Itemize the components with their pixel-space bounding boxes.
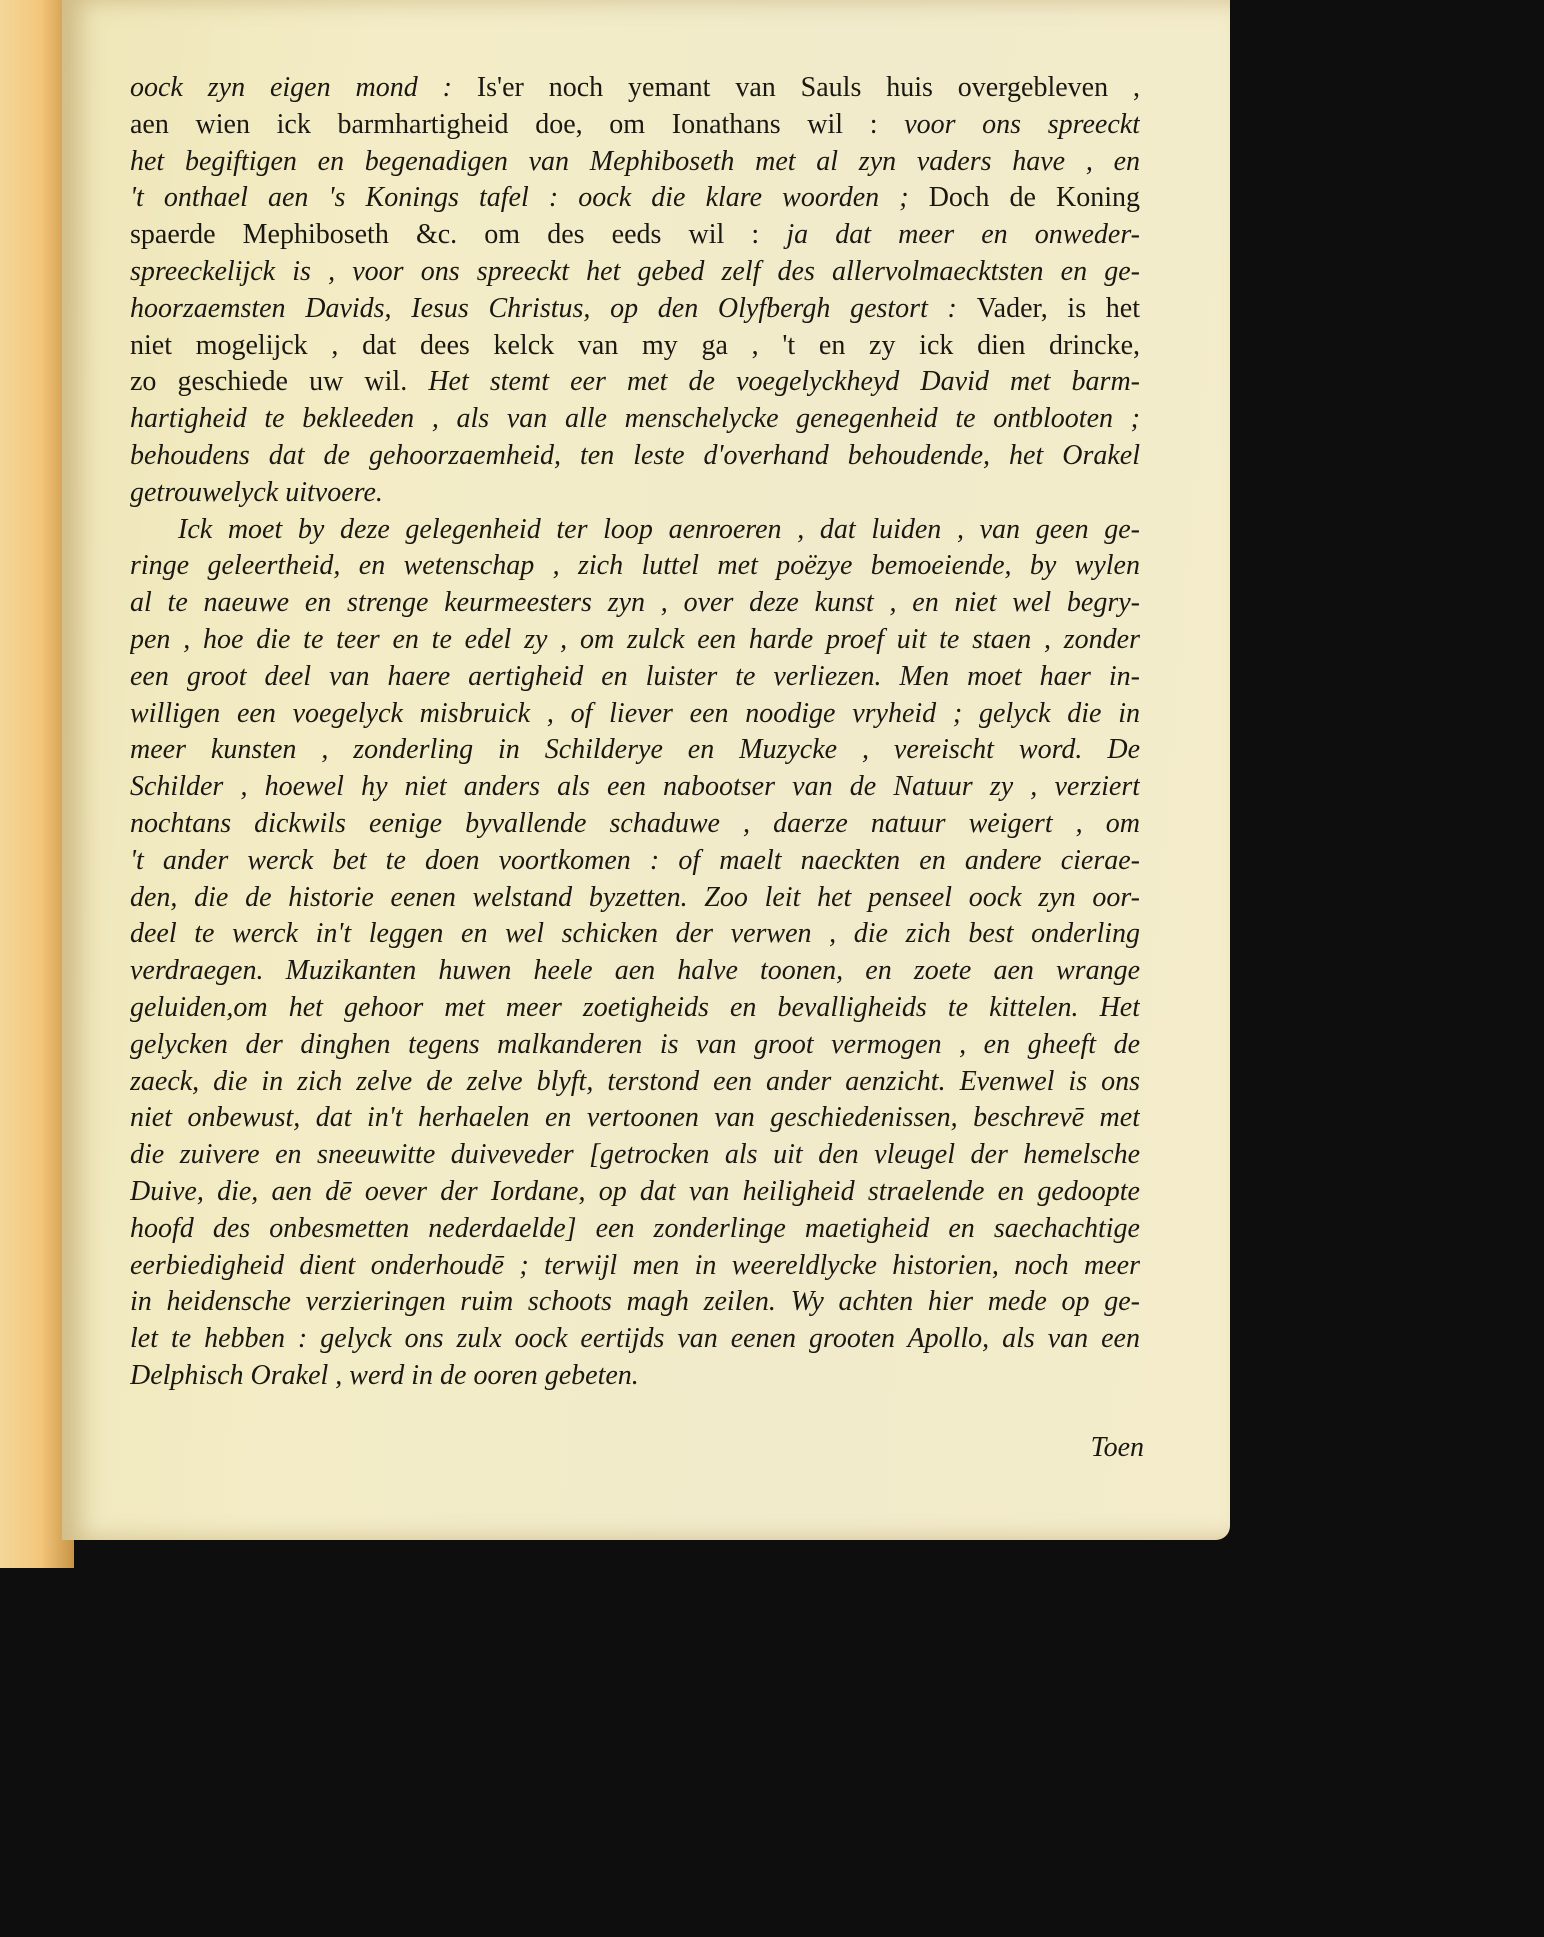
text-line [130, 1064, 1140, 1101]
italic-text: verdraegen. Muzikanten huwen heele aen halve toonen, en zoete aen wrange [130, 955, 1140, 987]
text-line [130, 475, 1140, 512]
italic-text: oock zyn eigen mond : [130, 72, 477, 103]
italic-text: voor ons spreeckt [904, 108, 1140, 140]
italic-text: die zuivere en sneeuwitte duiveveder [getrocken als uit den vleugel der hemelsche [130, 1139, 1140, 1171]
text-line [130, 401, 1140, 438]
text-line [130, 1284, 1140, 1321]
text-line [130, 512, 1140, 549]
text-line [130, 291, 1140, 328]
italic-text: geluiden,om het gehoor met meer zoetigheids en bevalligheids te kittelen. Het [130, 991, 1140, 1023]
catchword: Toen [1090, 1432, 1144, 1463]
italic-text: behoudens dat de gehoorzaemheid, ten leste d'overhand behoudende, het Orakel [130, 439, 1140, 471]
text-line [130, 659, 1140, 696]
text-line [130, 622, 1140, 659]
roman-text: zo geschiede uw wil. [130, 366, 429, 398]
italic-text: een groot deel van haere aertigheid en luister te verliezen. Men moet haer in- [130, 660, 1140, 692]
text-line [130, 916, 1140, 953]
italic-text: in heidensche verzieringen ruim schoots magh zeilen. Wy achten hier mede op ge- [130, 1286, 1140, 1318]
italic-text: zaeck, die in zich zelve de zelve blyft, terstond een ander aenzicht. Evenwel is ons [130, 1065, 1140, 1097]
text-line [130, 107, 1140, 144]
italic-text: ja dat meer en onweder- [786, 219, 1140, 251]
text-line [130, 769, 1140, 806]
italic-text: ringe geleertheid, en wetenschap , zich luttel met poëzye bemoeiende, by wylen [130, 550, 1140, 582]
italic-text: deel te werck in't leggen en wel schicken der verwen , die zich best onderling [130, 918, 1140, 950]
italic-text: nochtans dickwils eenige byvallende schaduwe , daerze natuur weigert , om [130, 807, 1140, 839]
italic-text: het begiftigen en begenadigen van Mephiboseth met al zyn vaders have , en [130, 145, 1140, 177]
roman-text: Vader, is het [976, 292, 1140, 324]
text-line [130, 732, 1140, 769]
text-line [130, 217, 1140, 254]
text-line [130, 70, 1140, 107]
text-line [130, 144, 1140, 181]
roman-text: spaerde Mephiboseth &c. om des eeds wil : [130, 219, 787, 251]
text-line [130, 1248, 1140, 1285]
italic-text: getrouwelyck uitvoere. [130, 476, 383, 508]
italic-text: pen , hoe die te teer en te edel zy , om zulck een harde proef uit te staen , zonder [130, 623, 1140, 655]
roman-text: Is'er noch yemant van Sauls huis overgebleven , [476, 72, 1140, 103]
italic-text: meer kunsten , zonderling in Schilderye en Muzycke , vereischt word. De [130, 734, 1140, 766]
text-line [130, 548, 1140, 585]
text-line [130, 1027, 1140, 1064]
italic-text: let te hebben : gelyck ons zulx oock eertijds van eenen grooten Apollo, als van een [130, 1323, 1140, 1355]
body-text [130, 70, 1140, 1395]
text-line [130, 585, 1140, 622]
text-line [130, 180, 1140, 217]
roman-text: niet mogelijck , dat dees kelck van my ga , 't en zy ick dien drincke, [130, 329, 1140, 361]
text-line [130, 843, 1140, 880]
italic-text: hartigheid te bekleeden , als van alle menschelycke genegenheid te ontblooten ; [130, 403, 1140, 435]
text-line [130, 1321, 1140, 1358]
text-line [130, 1211, 1140, 1248]
text-line [130, 438, 1140, 475]
text-line [130, 953, 1140, 990]
italic-text: hoofd des onbesmetten nederdaelde] een zonderlinge maetigheid en saechachtige [130, 1212, 1140, 1244]
roman-text: Doch de Koning [928, 182, 1140, 214]
italic-text: gelycken der dinghen tegens malkanderen is van groot vermogen , en gheeft de [130, 1028, 1140, 1060]
text-line [130, 1137, 1140, 1174]
text-line [130, 1100, 1140, 1137]
text-line [130, 990, 1140, 1027]
text-line [130, 364, 1140, 401]
text-line [130, 328, 1140, 365]
italic-text: Delphisch Orakel , werd in de ooren gebeten. [130, 1359, 639, 1391]
text-line [130, 806, 1140, 843]
italic-text: spreeckelijck is , voor ons spreeckt het gebed zelf des allervolmaecktsten en ge- [130, 255, 1140, 287]
italic-text: 't ander werck bet te doen voortkomen : of maelt naeckten en andere cierae- [130, 844, 1140, 876]
text-line [130, 1174, 1140, 1211]
italic-text: den, die de historie eenen welstand byzetten. Zoo leit het penseel oock zyn oor- [130, 881, 1140, 913]
roman-text: aen wien ick barmhartigheid doe, om Ionathans wil : [130, 108, 905, 140]
italic-text: hoorzaemsten Davids, Iesus Christus, op den Olyfbergh gestort : [130, 292, 977, 324]
italic-text: niet onbewust, dat in't herhaelen en vertoonen van geschiedenissen, beschrevē met [130, 1102, 1140, 1134]
italic-text: eerbiedigheid dient onderhoudē ; terwijl men in weereldlycke historien, noch meer [130, 1249, 1140, 1281]
text-line [130, 880, 1140, 917]
italic-text: Duive, die, aen dē oever der Iordane, op dat van heiligheid straelende en gedoopte [130, 1175, 1140, 1207]
italic-text: willigen een voegelyck misbruick , of liever een noodige vryheid ; gelyck die in [130, 697, 1140, 729]
italic-text: Het stemt eer met de voegelyckheyd David met barm- [428, 366, 1140, 398]
text-line [130, 1358, 1140, 1395]
text-line [130, 696, 1140, 733]
italic-text: Ick moet by deze gelegenheid ter loop aenroeren , dat luiden , van geen ge- [178, 513, 1140, 545]
text-line [130, 254, 1140, 291]
italic-text: al te naeuwe en strenge keurmeesters zyn , over deze kunst , en niet wel begry- [130, 587, 1140, 619]
italic-text: Schilder , hoewel hy niet anders als een nabootser van de Natuur zy , verziert [130, 771, 1140, 803]
italic-text: 't onthael aen 's Konings tafel : oock die klare woorden ; [130, 182, 929, 214]
